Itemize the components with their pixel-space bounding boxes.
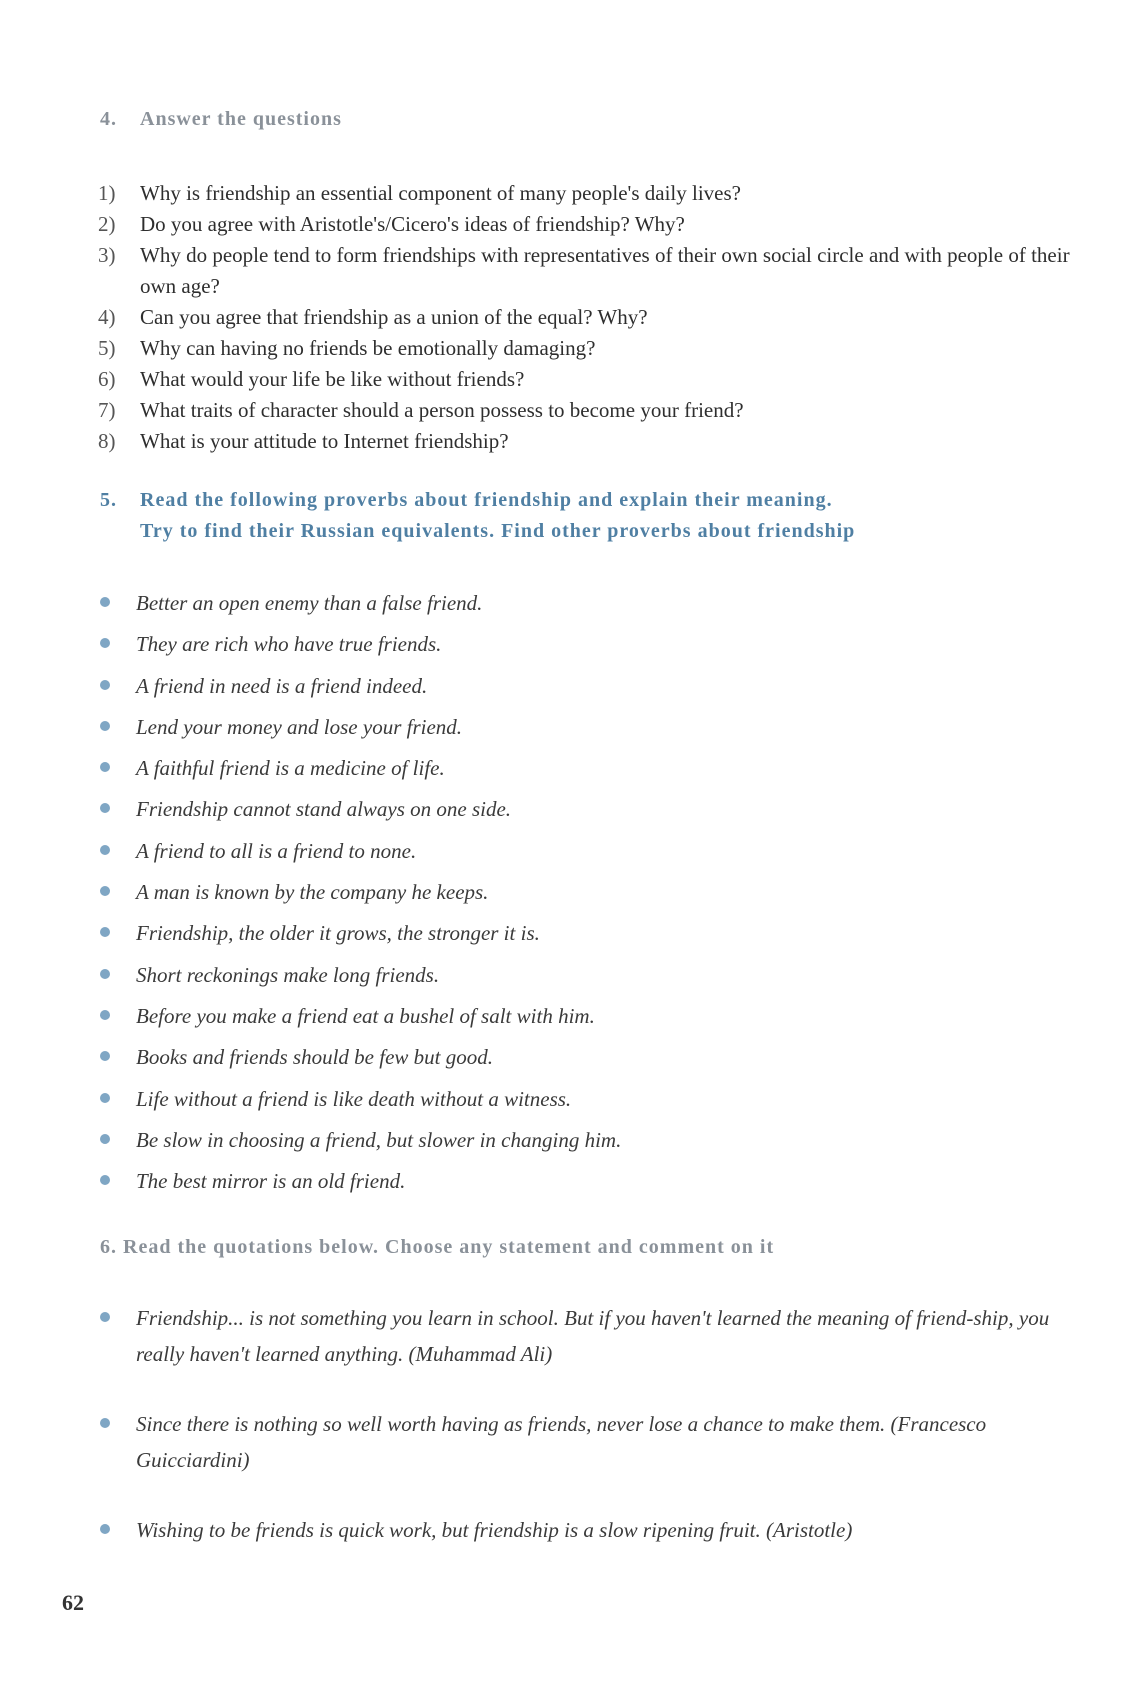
questions-list bbox=[98, 178, 1098, 457]
bullet-icon bbox=[100, 1134, 110, 1144]
section-5-heading bbox=[100, 489, 855, 543]
bullet-icon bbox=[100, 886, 110, 896]
proverb-item bbox=[100, 1004, 1100, 1045]
proverb-text: A faithful friend is a medicine of life. bbox=[136, 756, 445, 781]
proverb-item bbox=[100, 632, 1100, 673]
proverb-item bbox=[100, 1045, 1100, 1086]
proverb-text: Books and friends should be few but good. bbox=[136, 1045, 493, 1070]
bullet-icon bbox=[100, 1418, 110, 1428]
proverb-item bbox=[100, 839, 1100, 880]
proverb-item bbox=[100, 921, 1100, 962]
proverb-item bbox=[100, 1087, 1100, 1128]
proverb-text: A friend in need is a friend indeed. bbox=[136, 673, 428, 698]
section-4-heading bbox=[100, 108, 342, 131]
proverb-text: Better an open enemy than a false friend. bbox=[136, 591, 483, 615]
proverb-item bbox=[100, 1169, 1100, 1210]
question-item bbox=[98, 209, 1098, 240]
quotation-text: Wishing to be friends is quick work, but friendship is a slow ripening fruit. (Aristotle) bbox=[136, 1518, 853, 1542]
proverb-text: The best mirror is an old friend. bbox=[136, 1169, 406, 1194]
section-4-number: 4. bbox=[100, 108, 117, 130]
question-item bbox=[98, 302, 1098, 333]
proverb-item bbox=[100, 674, 1100, 715]
quotation-text: Since there is nothing so well worth having as friends, never lose a chance to make them. (Francesco Guicciardini) bbox=[136, 1412, 987, 1472]
quotation-item bbox=[100, 1406, 1100, 1478]
bullet-icon bbox=[100, 803, 110, 813]
bullet-icon bbox=[100, 1312, 110, 1322]
bullet-icon bbox=[100, 721, 110, 731]
proverb-text: Life without a friend is like death without a witness. bbox=[136, 1086, 572, 1111]
question-text: Why do people tend to form friendships with representatives of their own social circle and with people of their own age? bbox=[140, 243, 1070, 298]
proverb-text: A friend to all is a friend to none. bbox=[136, 838, 417, 863]
proverb-item bbox=[100, 797, 1100, 838]
section-5-title-line2: Try to find their Russian equivalents. Find other proverbs about friendship bbox=[140, 520, 856, 542]
quotation-item bbox=[100, 1512, 1100, 1548]
bullet-icon bbox=[100, 845, 110, 855]
quotations-list bbox=[100, 1300, 1100, 1582]
question-text: Do you agree with Aristotle's/Cicero's ideas of friendship? Why? bbox=[140, 212, 685, 236]
bullet-icon bbox=[100, 762, 110, 772]
bullet-icon bbox=[100, 969, 110, 979]
question-number: 7) bbox=[98, 398, 116, 422]
proverb-text: Friendship, the older it grows, the stronger it is. bbox=[136, 921, 540, 946]
proverb-text: Lend your money and lose your friend. bbox=[136, 714, 463, 739]
proverb-text: They are rich who have true friends. bbox=[136, 632, 442, 657]
question-item bbox=[98, 395, 1098, 426]
proverbs-list bbox=[100, 591, 1100, 1210]
quotation-text: Friendship... is not something you learn in school. But if you haven't learned the meaning of friend-ship, you really haven't learned anything. (Muhammad Ali) bbox=[136, 1306, 1050, 1366]
question-text: Can you agree that friendship as a union of the equal? Why? bbox=[140, 305, 648, 329]
question-item bbox=[98, 178, 1098, 209]
proverb-item bbox=[100, 963, 1100, 1004]
question-item bbox=[98, 364, 1098, 395]
question-item bbox=[98, 240, 1098, 302]
proverb-text: Be slow in choosing a friend, but slower in changing him. bbox=[136, 1127, 622, 1152]
proverb-item bbox=[100, 1128, 1100, 1169]
bullet-icon bbox=[100, 1175, 110, 1185]
question-number: 5) bbox=[98, 336, 116, 360]
bullet-icon bbox=[100, 1051, 110, 1061]
proverb-item bbox=[100, 880, 1100, 921]
question-text: Why can having no friends be emotionally damaging? bbox=[140, 336, 596, 360]
section-6-title: 6. Read the quotations below. Choose any statement and comment on it bbox=[100, 1236, 775, 1258]
bullet-icon bbox=[100, 680, 110, 690]
bullet-icon bbox=[100, 597, 110, 607]
section-4-title: Answer the questions bbox=[140, 108, 342, 130]
bullet-icon bbox=[100, 1093, 110, 1103]
question-number: 8) bbox=[98, 429, 116, 453]
proverb-text: Short reckonings make long friends. bbox=[136, 962, 440, 987]
proverb-item bbox=[100, 591, 1100, 632]
bullet-icon bbox=[100, 1524, 110, 1534]
page-number: 62 bbox=[62, 1590, 84, 1615]
section-5-number: 5. bbox=[100, 489, 117, 511]
proverb-text: Before you make a friend eat a bushel of salt with him. bbox=[136, 1003, 595, 1028]
question-text: Why is friendship an essential component of many people's daily lives? bbox=[140, 181, 741, 205]
question-number: 1) bbox=[98, 181, 116, 205]
bullet-icon bbox=[100, 927, 110, 937]
bullet-icon bbox=[100, 638, 110, 648]
proverb-text: Friendship cannot stand always on one side. bbox=[136, 797, 512, 822]
bullet-icon bbox=[100, 1010, 110, 1020]
question-number: 2) bbox=[98, 212, 116, 236]
question-text: What is your attitude to Internet friendship? bbox=[140, 429, 509, 453]
section-6-heading bbox=[100, 1236, 774, 1259]
section-5-title-line1: Read the following proverbs about friendship and explain their meaning. bbox=[140, 489, 833, 511]
proverb-text: A man is known by the company he keeps. bbox=[136, 880, 489, 905]
proverb-item bbox=[100, 715, 1100, 756]
question-item bbox=[98, 333, 1098, 364]
question-text: What traits of character should a person possess to become your friend? bbox=[140, 398, 744, 422]
quotation-item bbox=[100, 1300, 1100, 1372]
question-number: 6) bbox=[98, 367, 116, 391]
question-number: 4) bbox=[98, 305, 116, 329]
question-number: 3) bbox=[98, 243, 116, 267]
question-text: What would your life be like without friends? bbox=[140, 367, 525, 391]
proverb-item bbox=[100, 756, 1100, 797]
question-item bbox=[98, 426, 1098, 457]
